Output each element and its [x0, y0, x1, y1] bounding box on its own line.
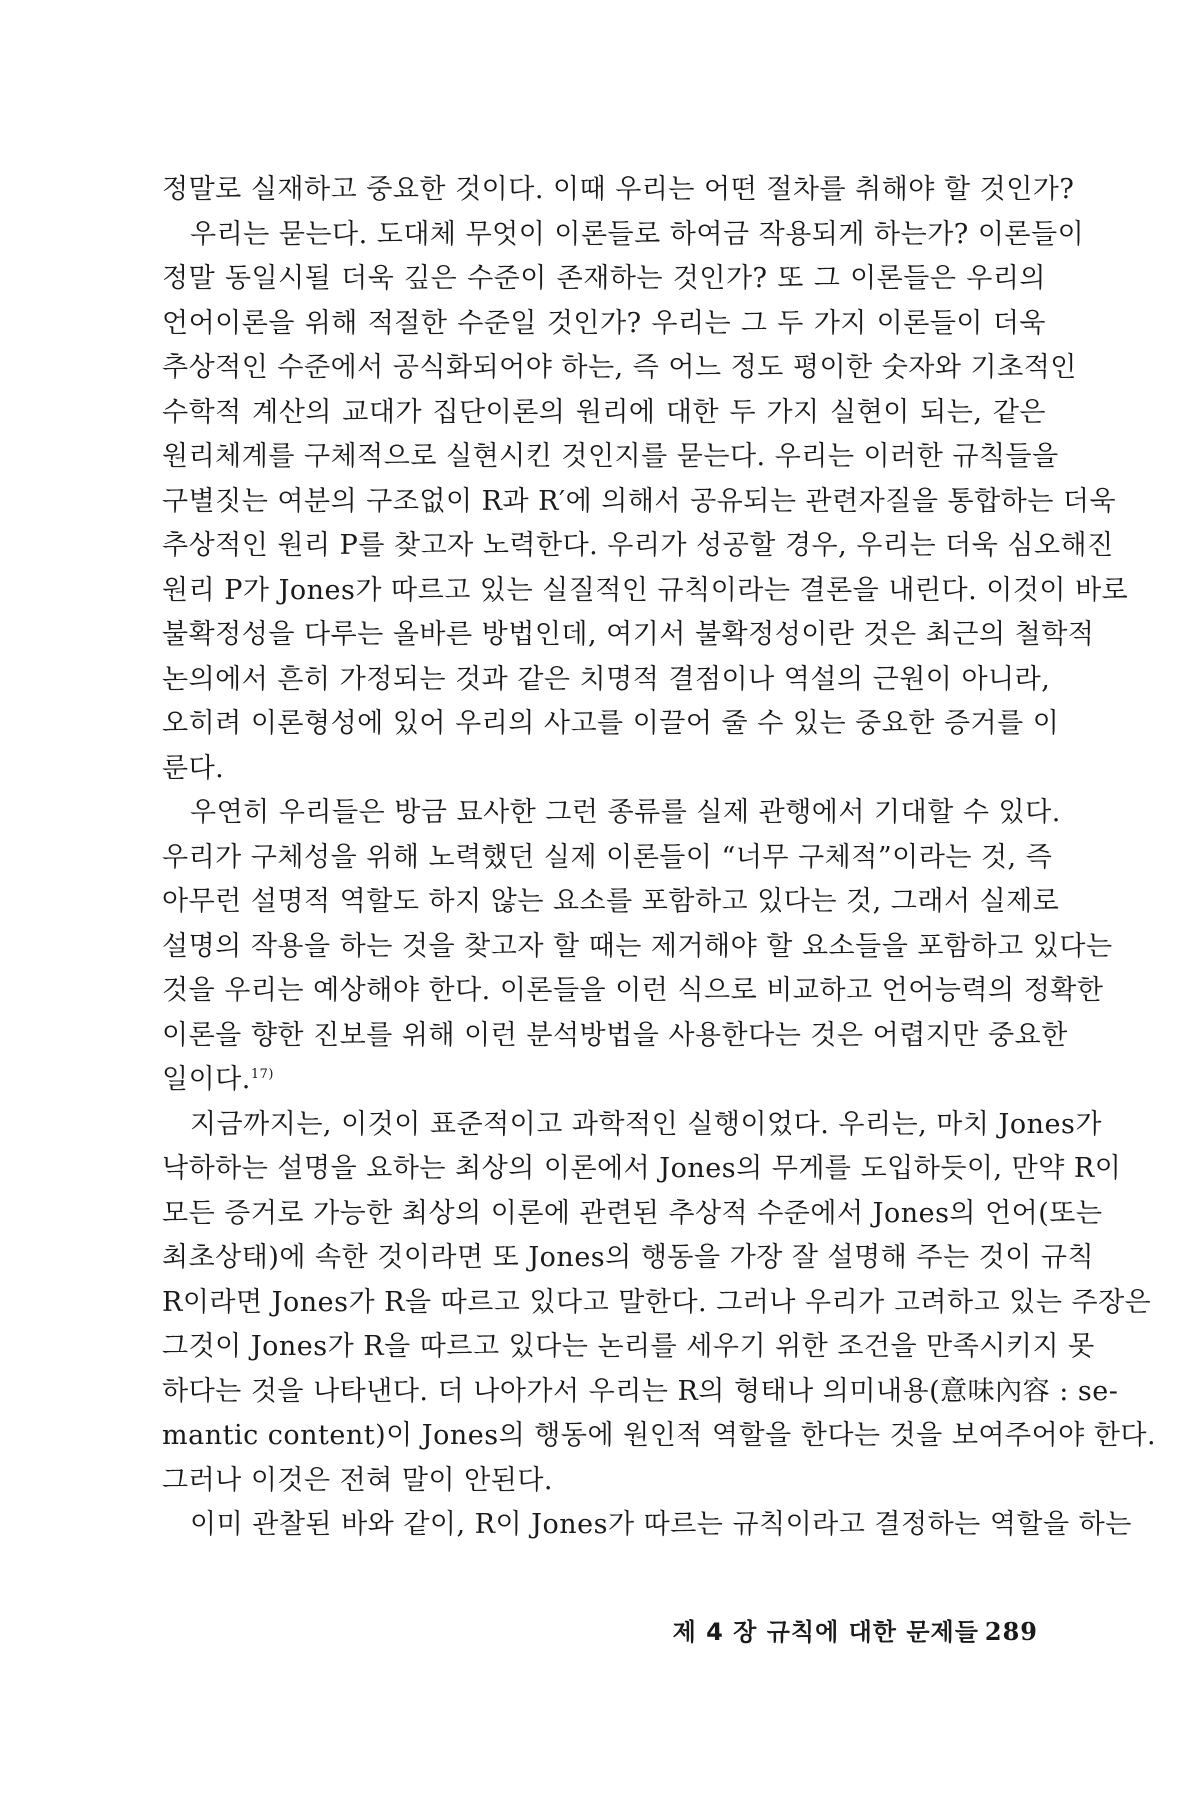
text-line: R이라면 Jones가 R을 따르고 있다고 말한다. 그러나 우리가 고려하고 있는 주장은: [162, 1286, 1152, 1318]
text-line: 논의에서 흔히 가정되는 것과 같은 치명적 결점이나 역설의 근원이 아니라,: [162, 663, 1051, 695]
text-line: 오히려 이론형성에 있어 우리의 사고를 이끌어 줄 수 있는 중요한 증거를 이: [162, 708, 1060, 739]
text-line: 최초상태)에 속한 것이라면 또 Jones의 행동을 가장 잘 설명해 주는 것이 규칙: [162, 1242, 1095, 1273]
text-line: 정말 동일시될 더욱 깊은 수준이 존재하는 것인가? 또 그 이론들은 우리의: [162, 263, 1046, 294]
text-line: 구별짓는 여분의 구조없이 R과 R′에 의해서 공유되는 관련자질을 통합하는 더욱: [162, 485, 1117, 517]
text-line: 우리가 구체성을 위해 노력했던 실제 이론들이 “너무 구체적”이라는 것, 즉: [162, 841, 1053, 873]
text-line: 추상적인 원리 P를 찾고자 노력한다. 우리가 성공할 경우, 우리는 더욱 심오해진: [162, 530, 1114, 561]
text-line: 설명의 작용을 하는 것을 찾고자 할 때는 제거해야 할 요소들을 포함하고 있다는: [162, 930, 1113, 962]
text-line: 우리는 묻는다. 도대체 무엇이 이론들로 하여금 작용되게 하는가? 이론들이: [190, 218, 1085, 250]
footnote-mark: 17): [250, 1067, 274, 1082]
text-line: 아무런 설명적 역할도 하지 않는 요소를 포함하고 있다는 것, 그래서 실제로: [162, 886, 1060, 917]
text-line: 모든 증거로 가능한 최상의 이론에 관련된 추상적 수준에서 Jones의 언어(또는: [162, 1197, 1103, 1229]
text-line: 원리체계를 구체적으로 실현시킨 것인지를 묻는다. 우리는 이러한 규칙들을: [162, 441, 1059, 472]
text-line: 불확정성을 다루는 올바른 방법인데, 여기서 불확정성이란 것은 최근의 철학적: [162, 619, 1095, 650]
text-line: 이미 관찰된 바와 같이, R이 Jones가 따르는 규칙이라고 결정하는 역할을 하는: [190, 1509, 1132, 1540]
text-line: 일이다.: [162, 1064, 251, 1095]
running-footer-chapter: 제 4 장 규칙에 대한 문제들: [672, 1618, 979, 1646]
text-line-with-footnote: [162, 1058, 1046, 1103]
text-line: mantic content)이 Jones의 행동에 원인적 역할을 한다는 것을 보여주어야 한다.: [162, 1420, 1157, 1451]
text-line: 룬다.: [162, 752, 225, 784]
text-line: 이론을 향한 진보를 위해 이런 분석방법을 사용한다는 것은 어렵지만 중요한: [162, 1019, 1068, 1051]
text-line: 것을 우리는 예상해야 한다. 이론들을 이런 식으로 비교하고 언어능력의 정확한: [162, 975, 1104, 1006]
text-line: 추상적인 수준에서 공식화되어야 하는, 즉 어느 정도 평이한 숫자와 기초적인: [162, 352, 1077, 383]
text-line: 우연히 우리들은 방금 묘사한 그런 종류를 실제 관행에서 기대할 수 있다.: [190, 797, 1061, 828]
text-line: 하다는 것을 나타낸다. 더 나아가서 우리는 R의 형태나 의미내용(意味內容 : se-: [162, 1375, 1119, 1407]
text-line: 그러나 이것은 전혀 말이 안된다.: [162, 1464, 553, 1496]
page-number: 289: [984, 1617, 1038, 1646]
text-line: 원리 P가 Jones가 따르고 있는 실질적인 규칙이라는 결론을 내린다. 이것이 바로: [162, 574, 1129, 606]
text-line: 수학적 계산의 교대가 집단이론의 원리에 대한 두 가지 실현이 되는, 같은: [162, 396, 1046, 428]
body-text: [162, 168, 1157, 1548]
text-line: 그것이 Jones가 R을 따르고 있다는 논리를 세우기 위한 조건을 만족시키지 못: [162, 1331, 1095, 1362]
text-line: 지금까지는, 이것이 표준적이고 과학적인 실행이었다. 우리는, 마치 Jones가: [190, 1108, 1102, 1140]
page-footer: [673, 1612, 1038, 1647]
text-line: 낙하하는 설명을 요하는 최상의 이론에서 Jones의 무게를 도입하듯이, 만약 R이: [162, 1153, 1122, 1184]
text-line: 정말로 실재하고 중요한 것이다. 이때 우리는 어떤 절차를 취해야 할 것인가?: [162, 174, 1075, 205]
text-line: 언어이론을 위해 적절한 수준일 것인가? 우리는 그 두 가지 이론들이 더욱: [162, 307, 1046, 339]
